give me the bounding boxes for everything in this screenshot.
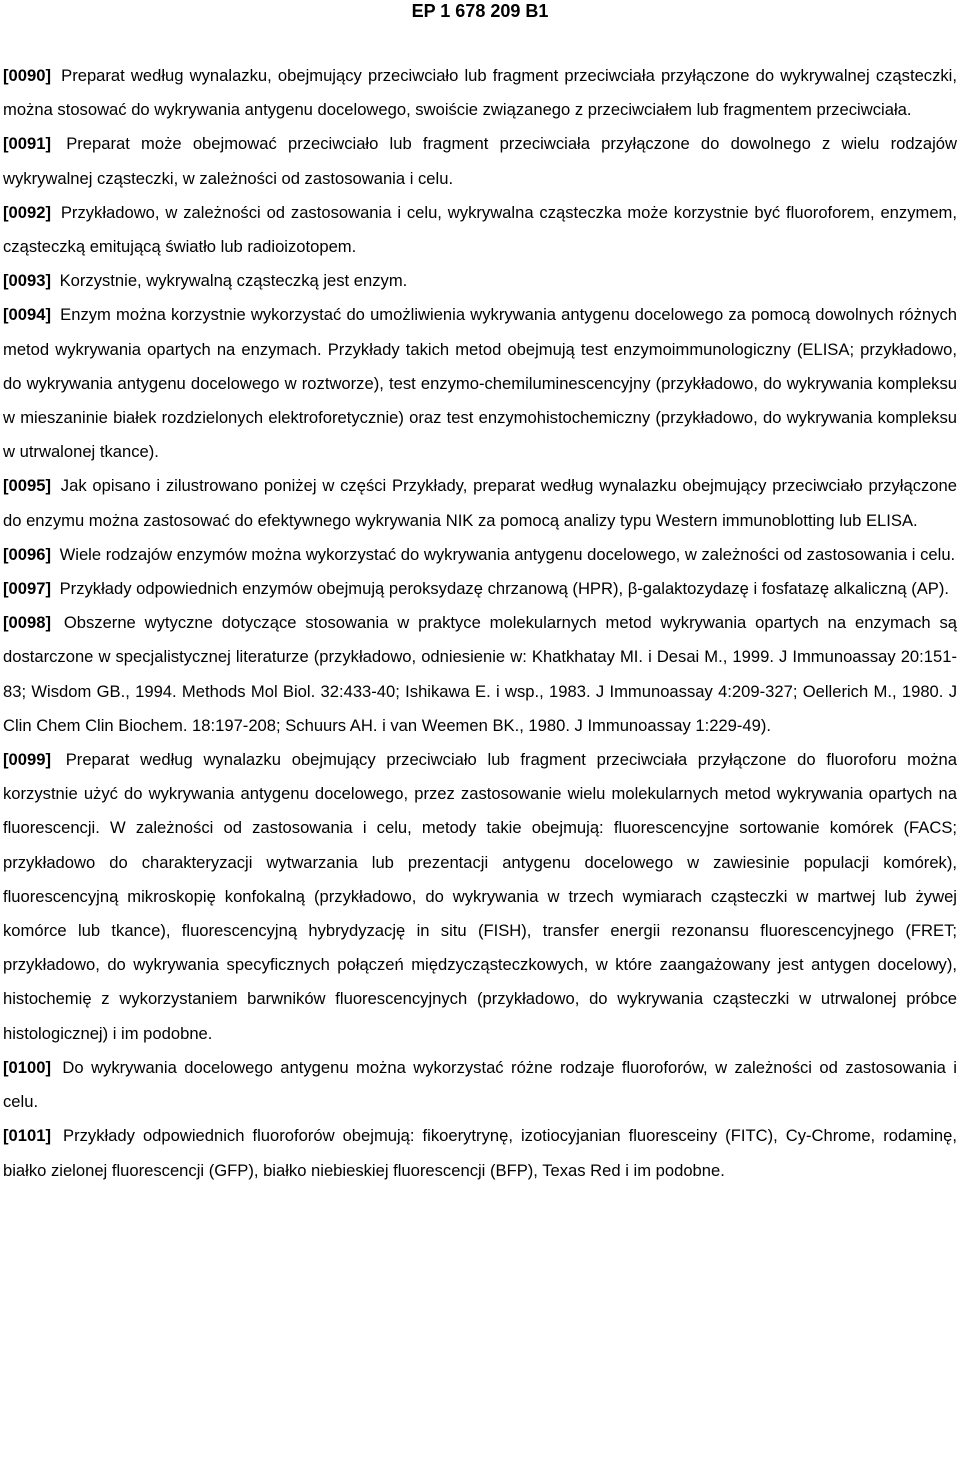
paragraph-text: Korzystnie, wykrywalną cząsteczką jest enzym.: [59, 271, 408, 291]
paragraph-0101: [3, 1119, 957, 1187]
paragraph-0090: [3, 59, 957, 127]
paragraph-text: Obszerne wytyczne dotyczące stosowania w praktyce molekularnych metod wykrywania opartych na enzymach są dostarczone w specjalistycznej literaturze (przykładowo, odniesienie w: Khatkhatay MI. i Desai M., 1999. J Immunoassay 20:151-83; Wisdom GB., 1994. Methods Mol Biol. 32:433-40; Ishikawa E. i wsp., 1983. J Immunoassay 4:209-327; Oellerich M., 1980. J Clin Chem Clin Biochem. 18:197-208; Schuurs AH. i van Weemen BK., 1980. J Immunoassay 1:229-49).: [3, 613, 957, 735]
paragraph-text: Preparat według wynalazku, obejmujący przeciwciało lub fragment przeciwciała przyłączone do wykrywalnej cząsteczki, można stosować do wykrywania antygenu docelowego, swoiście związanego z przeciwciałem lub fragmentem przeciwciała.: [3, 66, 957, 120]
paragraph-number: [0097]: [3, 579, 51, 599]
paragraph-0099: [3, 743, 957, 1051]
paragraph-text: Przykłady odpowiednich fluoroforów obejmują: fikoerytrynę, izotiocyjanian fluoresceiny (FITC), Cy-Chrome, rodaminę, białko zielonej fluorescencji (GFP), białko niebieskiej fluorescencji (BFP), Texas Red i im podobne.: [3, 1126, 957, 1180]
paragraph-number: [0099]: [3, 750, 51, 770]
paragraph-text: Przykłady odpowiednich enzymów obejmują peroksydazę chrzanową (HPR), β-galaktozydazę i fosfatazę alkaliczną (AP).: [59, 579, 950, 599]
paragraph-number: [0094]: [3, 305, 51, 325]
document-body: [3, 59, 957, 1188]
paragraph-0093: [3, 264, 957, 298]
paragraph-text: Enzym można korzystnie wykorzystać do umożliwienia wykrywania antygenu docelowego za pomocą dowolnych różnych metod wykrywania opartych na enzymach. Przykłady takich metod obejmują test enzymoimmunologiczny (ELISA; przykładowo, do wykrywania antygenu docelowego w roztworze), test enzymo-chemiluminescencyjny (przykładowo, do wykrywania kompleksu w mieszaninie białek rozdzielonych elektroforetycznie) oraz test enzymohistochemiczny (przykładowo, do wykrywania kompleksu w utrwalonej tkance).: [3, 305, 957, 462]
paragraph-0098: [3, 606, 957, 743]
publication-number: EP 1 678 209 B1: [411, 1, 549, 21]
paragraph-number: [0093]: [3, 271, 51, 291]
paragraph-0095: [3, 469, 957, 537]
paragraph-number: [0096]: [3, 544, 51, 564]
paragraph-number: [0098]: [3, 613, 51, 633]
paragraph-text: Jak opisano i zilustrowano poniżej w części Przykłady, preparat według wynalazku obejmujący przeciwciało przyłączone do enzymu można zastosować do efektywnego wykrywania NIK za pomocą analizy typu Western immunoblotting lub ELISA.: [3, 476, 957, 530]
paragraph-0094: [3, 298, 957, 469]
paragraph-text: Przykładowo, w zależności od zastosowania i celu, wykrywalna cząsteczka może korzystnie być fluoroforem, enzymem, cząsteczką emitującą światło lub radioizotopem.: [3, 202, 957, 257]
paragraph-number: [0101]: [3, 1126, 51, 1146]
paragraph-text: Preparat według wynalazku obejmujący przeciwciało lub fragment przeciwciała przyłączone do fluoroforu można korzystnie użyć do wykrywania antygenu docelowego, przez zastosowanie wielu molekularnych metod wykrywania opartych na fluorescencji. W zależności od zastosowania i celu, metody takie obejmują: fluorescencyjne sortowanie komórek (FACS; przykładowo do charakteryzacji wytwarzania lub prezentacji antygenu docelowego w zawiesinie populacji komórek), fluorescencyjną mikroskopię konfokalną (przykładowo, do wykrywania w trzech wymiarach cząsteczki w martwej lub żywej komórce lub tkance), fluorescencyjną hybrydyzację in situ (FISH), transfer energii rezonansu fluorescencyjnego (FRET; przykładowo, do wykrywania specyficznych połączeń międzycząsteczkowych, w które zaangażowany jest antygen docelowy), histochemię z wykorzystaniem barwników fluorescencyjnych (przykładowo, do wykrywania cząsteczki w utrwalonej próbce histologicznej) i im podobne.: [3, 750, 957, 1043]
paragraph-number: [0091]: [3, 134, 51, 154]
paragraph-number: [0095]: [3, 476, 51, 496]
paragraph-0092: [3, 196, 957, 264]
paragraph-text: Preparat może obejmować przeciwciało lub fragment przeciwciała przyłączone do dowolnego z wielu rodzajów wykrywalnej cząsteczki, w zależności od zastosowania i celu.: [3, 134, 957, 188]
paragraph-0096: [3, 538, 957, 572]
paragraph-text: Wiele rodzajów enzymów można wykorzystać do wykrywania antygenu docelowego, w zależności od zastosowania i celu.: [59, 544, 956, 564]
paragraph-number: [0092]: [3, 202, 51, 222]
paragraph-0091: [3, 127, 957, 195]
paragraph-text: Do wykrywania docelowego antygenu można wykorzystać różne rodzaje fluoroforów, w zależności od zastosowania i celu.: [3, 1057, 957, 1112]
paragraph-0100: [3, 1051, 957, 1119]
paragraph-0097: [3, 572, 957, 606]
paragraph-number: [0090]: [3, 66, 51, 85]
paragraph-number: [0100]: [3, 1057, 51, 1077]
